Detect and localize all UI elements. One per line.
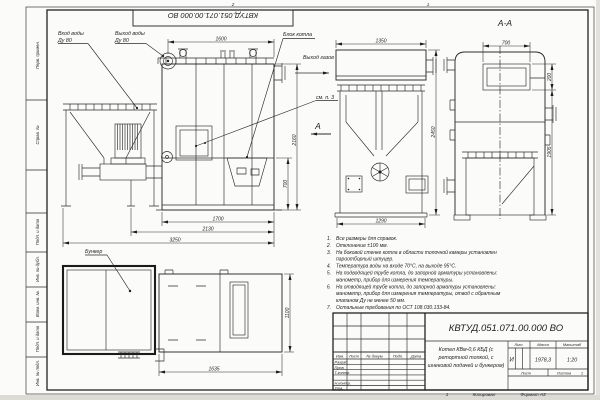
dim-1905: 1905 [547, 146, 553, 158]
dim-1635: 1635 [208, 366, 220, 373]
dim-2450: 2450 [431, 126, 437, 138]
part-name-line1: Котел КВм-0,6 КБД (с [438, 347, 494, 353]
col-izm: Изм. [335, 353, 345, 359]
dim-1350: 1350 [375, 38, 387, 45]
zone-number-right: 1 [426, 2, 430, 7]
row-razrab: Разраб. [334, 359, 349, 365]
part-name-line3: шнековой подачей и бункером) [427, 363, 505, 369]
margin-label: Подп. и дата [35, 218, 40, 246]
col-data: Дата [410, 353, 422, 359]
row-tkontr: Т.контр. [334, 370, 351, 376]
copied-label: Копировал [472, 392, 496, 397]
margin-label: Справ. № [35, 125, 40, 145]
note-text: На подводящей трубе котла, до запорной арматуры установлены: [336, 270, 498, 277]
col-podp: Подп. [392, 353, 404, 359]
note-text: манометр, прибор для измерения температуры. [336, 277, 454, 284]
dim-700: 700 [283, 179, 289, 189]
mass-header: Масса [537, 342, 549, 347]
gas-outlet-label: Выход газов [303, 55, 334, 61]
scale-value: 1:20 [566, 357, 578, 364]
note-num: 3. [326, 249, 331, 256]
water-outlet-label: Выход воды [115, 31, 145, 37]
sheets-value: 1 [580, 370, 584, 376]
note-num: 4. [326, 263, 331, 270]
margin-label: Инв. № подл. [35, 360, 40, 386]
note-num: 7. [326, 305, 331, 311]
note-text: клапаном Ду не менее 50 мм. [336, 298, 406, 305]
note-num: 6. [326, 284, 331, 291]
mass-value: 1978,3 [534, 357, 552, 364]
zone-number-left: 2 [231, 2, 235, 7]
paper-edge-bottom [0, 395, 600, 400]
sheet-header: Лист [520, 370, 532, 376]
note-num: 1. [326, 236, 331, 242]
sheets-header: Листов [556, 370, 572, 376]
leader-dot [129, 290, 131, 292]
paper-edge-right [596, 0, 600, 400]
leader-dot [162, 55, 164, 57]
note-text: Температура воды на входе 70°С, на выходе 95°С. [336, 263, 457, 270]
note-text: пароотборный штуцер. [336, 256, 394, 263]
dim-2130: 2130 [202, 226, 214, 233]
note-num: 2. [326, 242, 331, 249]
corner-stamp-text: КВТУД.051.071.00.000 ВО [167, 11, 259, 20]
section-title: А-А [497, 18, 513, 28]
note-text: манометр, прибор для измерения температуры, отвод с обратным [336, 291, 501, 298]
dim-1290: 1290 [375, 218, 387, 225]
note-text: Отклонение ±100 мм. [336, 242, 388, 249]
col-doc: № докум. [366, 353, 384, 359]
format-label: Формат А3 [520, 392, 546, 397]
row-utv: Утв. [334, 385, 344, 391]
water-outlet-du: Ду 80 [115, 38, 129, 44]
doc-number: КВТУД.051.071.00.000 ВО [448, 323, 564, 334]
row-prov: Пров. [334, 364, 345, 370]
note-text: Все размеры для справок. [336, 236, 398, 242]
lit-value: И [509, 357, 514, 364]
margin-label: Взам. инв. № [35, 291, 40, 317]
water-inlet-du: Ду 80 [58, 38, 72, 44]
dim-1100: 1100 [285, 307, 291, 319]
margin-label: Инв. № дубл. [35, 256, 40, 282]
row-nkontr: Н.контр. [334, 380, 351, 386]
leader-dot [195, 145, 197, 147]
note-text: На боковой стенке котла в области топочной камеры установлен [336, 249, 497, 256]
see-note-label: см. п. 3 [316, 95, 335, 101]
bunker-label: Бункер [85, 249, 103, 255]
note-text: На отводящей трубе котла, до запорной арматуры установлены: [336, 284, 496, 291]
note-num: 5. [326, 270, 331, 277]
leader-dot [136, 107, 138, 109]
note-text: Остальные требования по ОСТ 108.030.133-84. [336, 305, 451, 311]
scale-header: Масштаб [562, 342, 582, 347]
lit-header: Лит. [514, 342, 524, 347]
margin-label: Подп. и дата [35, 325, 40, 353]
dim-1600: 1600 [215, 36, 227, 43]
dim-200: 200 [547, 72, 553, 82]
part-name-line2: ретортной топкой, с [438, 355, 494, 361]
water-inlet-label: Вход воды [58, 31, 84, 37]
leader-dot [246, 156, 248, 158]
margin-label: Перв. примен. [35, 41, 40, 69]
dim-1700: 1700 [212, 216, 224, 223]
view-arrow-label: А [315, 121, 321, 131]
dim-3250: 3250 [169, 237, 181, 244]
boiler-block-label: Блок котла [283, 32, 313, 38]
dim-700-section: 700 [501, 40, 511, 47]
bottom-margin-num: 1 [445, 392, 449, 397]
dim-2160: 2160 [292, 134, 298, 146]
col-list: Лист [348, 353, 360, 359]
